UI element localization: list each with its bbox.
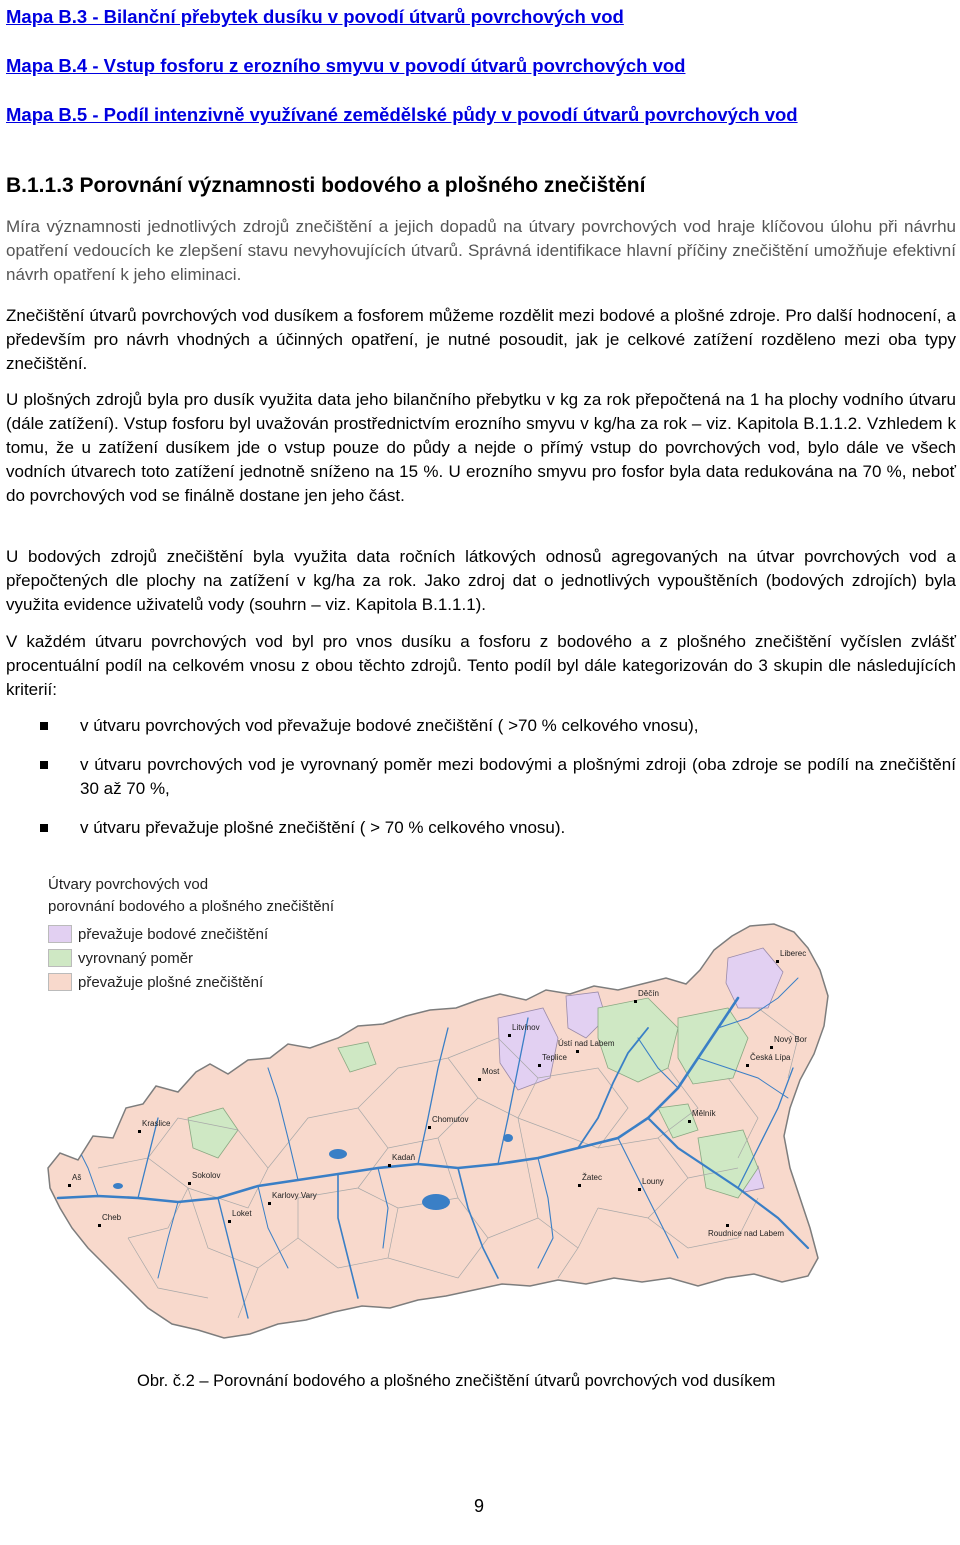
place-label: Cheb <box>102 1213 122 1222</box>
criteria-text: v útvaru převažuje plošné znečištění ( > 70 % celkového vnosu). <box>80 818 566 837</box>
criteria-text: v útvaru povrchových vod převažuje bodové znečištění ( >70 % celkového vnosu), <box>80 716 699 735</box>
place-label: Louny <box>642 1177 664 1186</box>
square-bullet-icon <box>40 722 48 730</box>
lake-icon <box>503 1134 513 1142</box>
place-label: Roudnice nad Labem <box>708 1229 785 1238</box>
town-marker-icon <box>508 1034 511 1037</box>
town-marker-icon <box>188 1182 191 1185</box>
town-marker-icon <box>538 1064 541 1067</box>
town-marker-icon <box>138 1130 141 1133</box>
figure-caption: Obr. č.2 – Porovnání bodového a plošného znečištění útvarů povrchových vod dusíkem <box>137 1372 776 1390</box>
place-label: Aš <box>72 1173 82 1182</box>
place-label: Kraslice <box>142 1119 171 1128</box>
list-item <box>6 753 956 801</box>
paragraph-diffuse: U plošných zdrojů byla pro dusík využita data jeho bilančního přebytku v kg za rok přepočtená na 1 ha plochy vodního útvaru (dále zatížení). Vstup fosforu byl uvažován prostřednictvím erozního smyvu v kg/ha za rok – viz. Kapitola B.1.1.2. Vzhledem k tomu, že u zatížení dusíkem jde o vstup pouze do půdy a nejde o přímý vstup do povrchových vod, bylo dále ve všech vodních útvarech toto zatížení jednotně sníženo na 15 %. U erozního smyvu pro fosfor byla data redukována na 70 %, neboť do povrchových vod se finálně dostane jen jeho část. <box>6 390 956 505</box>
page-number: 9 <box>474 1496 485 1516</box>
town-marker-icon <box>638 1188 641 1191</box>
lake-icon <box>422 1194 450 1210</box>
criteria-text: v útvaru povrchových vod je vyrovnaný poměr mezi bodovými a plošnými zdroji (oba zdroje se podílí na znečištění 30 až 70 %, <box>80 755 956 798</box>
legend-item-diffuse <box>48 972 263 992</box>
paragraph-point: U bodových zdrojů znečištění byla využita data ročních látkových odnosů agregovaných na útvar povrchových vod a přepočtených dle plochy na zatížení v kg/ha za rok. Jako zdroj dat o jednotlivých vypouštěních (bodových zdrojích) byla využita evidence uživatelů vody (souhrn – viz. Kapitola B.1.1.1). <box>6 547 956 614</box>
list-item <box>6 714 956 738</box>
link-map-b4[interactable]: Mapa B.4 - Vstup fosforu z erozního smyvu v povodí útvarů povrchových vod <box>6 55 686 76</box>
place-label: Liberec <box>780 949 807 958</box>
link-map-b3[interactable]: Mapa B.3 - Bilanční přebytek dusíku v povodí útvarů povrchových vod <box>6 6 624 27</box>
legend-label: převažuje plošné znečištění <box>78 973 264 991</box>
square-bullet-icon <box>40 824 48 832</box>
legend-swatch <box>48 925 72 943</box>
town-marker-icon <box>428 1126 431 1129</box>
legend-swatch <box>48 973 72 991</box>
place-label: Nový Bor <box>774 1035 807 1044</box>
legend-title: Útvary povrchových vod <box>48 876 209 893</box>
place-label: Ústí nad Labem <box>558 1039 615 1048</box>
legend-label: převažuje bodové znečištění <box>78 925 269 943</box>
town-marker-icon <box>68 1184 71 1187</box>
town-marker-icon <box>776 960 779 963</box>
legend-label: vyrovnaný poměr <box>78 949 194 967</box>
town-marker-icon <box>268 1202 271 1205</box>
legend-subtitle: porovnání bodového a plošného znečištění <box>48 898 335 915</box>
place-label: Mělník <box>692 1109 716 1118</box>
place-label: Litvínov <box>512 1023 540 1032</box>
place-label: Teplice <box>542 1053 567 1062</box>
pollution-map-figure <box>38 868 838 1368</box>
town-marker-icon <box>478 1078 481 1081</box>
paragraph-sources: Znečištění útvarů povrchových vod dusíkem a fosforem můžeme rozdělit mezi bodové a plošné zdroje. Pro další hodnocení, a především pro návrh vhodných a účinných opatření, je nutné posoudit, jak je celkové zatížení rozděleno mezi oba typy znečištění. <box>6 306 956 373</box>
place-label: Loket <box>232 1209 252 1218</box>
town-marker-icon <box>228 1220 231 1223</box>
legend-item-balanced <box>48 948 193 968</box>
town-marker-icon <box>576 1050 579 1053</box>
paragraph-intro: Míra významnosti jednotlivých zdrojů znečištění a jejich dopadů na útvary povrchových vod hraje klíčovou úlohu při návrhu opatření vedoucích ke zlepšení stavu nevyhovujících útvarů. Správná identifikace hlavní příčiny znečištění umožňuje efektivní návrh opatření k jeho eliminaci. <box>6 217 956 284</box>
place-label: Česká Lípa <box>750 1053 791 1062</box>
link-map-b5[interactable]: Mapa B.5 - Podíl intenzivně využívané zemědělské půdy v povodí útvarů povrchových vod <box>6 104 798 125</box>
town-marker-icon <box>746 1064 749 1067</box>
place-label: Chomutov <box>432 1115 469 1124</box>
town-marker-icon <box>726 1224 729 1227</box>
square-bullet-icon <box>40 761 48 769</box>
town-marker-icon <box>688 1120 691 1123</box>
section-title: B.1.1.3 Porovnání významnosti bodového a plošného znečištění <box>6 174 646 197</box>
paragraph-categorization: V každém útvaru povrchových vod byl pro vnos dusíku a fosforu z bodového a z plošného znečištění vyčíslen zvlášť procentuální podíl na celkovém vnosu z obou těchto zdrojů. Tento podíl byl dále kategorizován do 3 skupin dle následujících kriterií: <box>6 632 956 699</box>
town-marker-icon <box>634 1000 637 1003</box>
list-item <box>6 816 956 840</box>
place-label: Karlovy Vary <box>272 1191 317 1200</box>
town-marker-icon <box>770 1046 773 1049</box>
place-label: Sokolov <box>192 1171 221 1180</box>
place-label: Žatec <box>582 1173 603 1182</box>
lake-icon <box>329 1149 347 1159</box>
place-label: Děčín <box>638 989 659 998</box>
place-label: Kadaň <box>392 1153 416 1162</box>
criteria-list <box>6 714 956 840</box>
legend-swatch <box>48 949 72 967</box>
town-marker-icon <box>578 1184 581 1187</box>
town-marker-icon <box>388 1164 391 1167</box>
place-label: Most <box>482 1067 500 1076</box>
lake-icon <box>113 1183 123 1189</box>
town-marker-icon <box>98 1224 101 1227</box>
legend-item-point <box>48 924 268 944</box>
